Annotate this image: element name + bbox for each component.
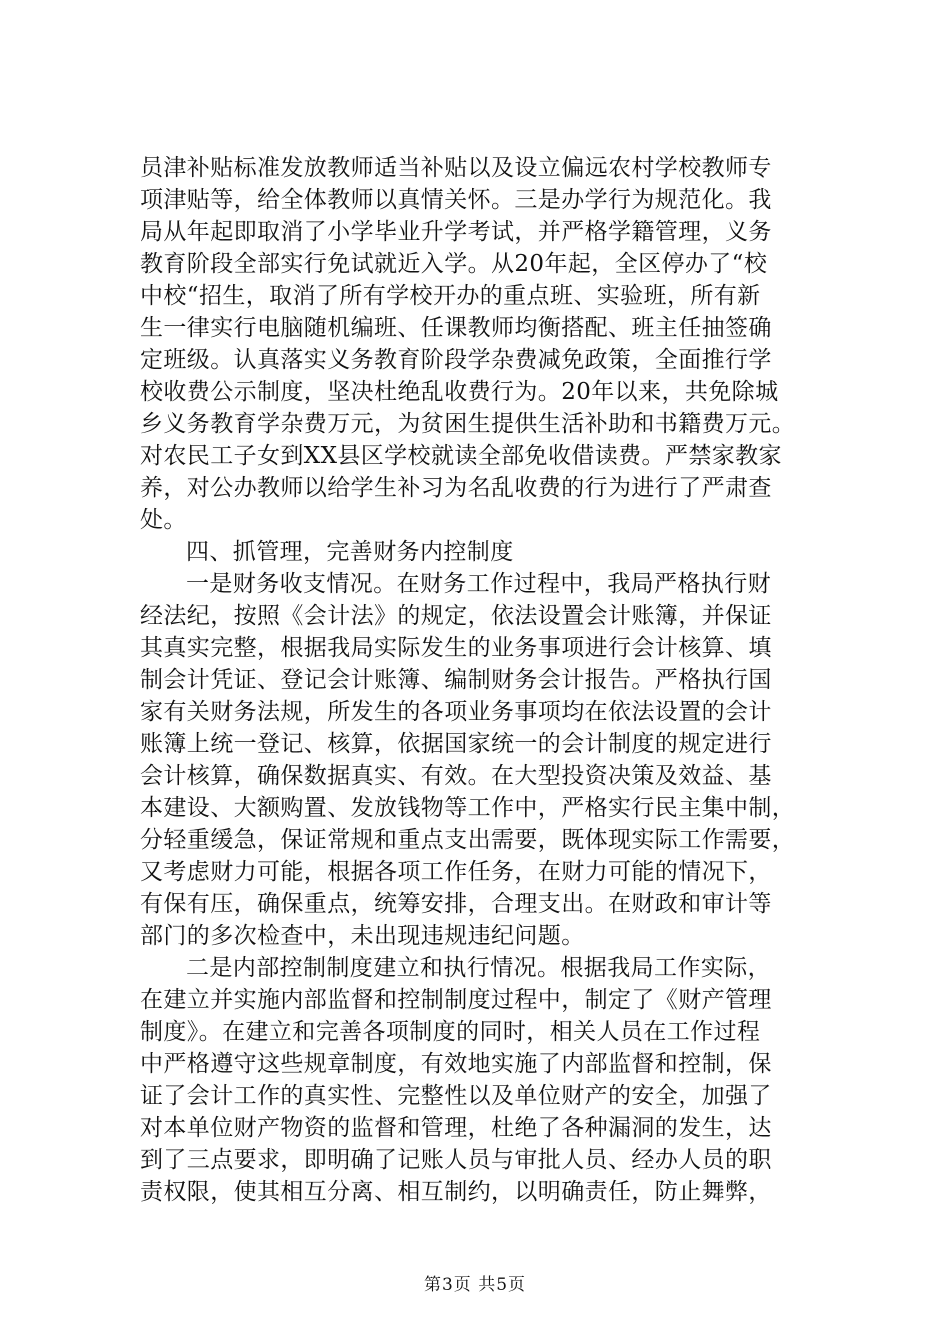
- body-line: 定班级。认真落实义务教育阶段学杂费减免政策，全面推行学: [140, 347, 772, 373]
- body-line: 本建设、大额购置、发放钱物等工作中，严格实行民主集中制，: [140, 795, 796, 821]
- body-line: 校收费公示制度，坚决杜绝乱收费行为。20年以来，共免除城: [140, 379, 779, 405]
- body-line: 项津贴等，给全体教师以真情关怀。三是办学行为规范化。我: [140, 187, 772, 213]
- body-line: 部门的多次检查中，未出现违规违纪问题。: [140, 923, 585, 949]
- body-line: 经法纪，按照《会计法》的规定，依法设置会计账簿，并保证: [140, 603, 772, 629]
- body-line: 乡义务教育学杂费万元，为贫困生提供生活补助和书籍费万元。: [140, 411, 796, 437]
- page-number: 第3页 共5页: [423, 1275, 527, 1295]
- body-line: 账簿上统一登记、核算，依据国家统一的会计制度的规定进行: [140, 731, 772, 757]
- body-line: 二是内部控制制度建立和执行情况。根据我局工作实际，: [186, 955, 771, 981]
- body-line: 又考虑财力可能，根据各项工作任务，在财力可能的情况下，: [140, 859, 772, 885]
- body-line: 中严格遵守这些规章制度，有效地实施了内部监督和控制，保: [140, 1051, 772, 1077]
- section-heading: 四、抓管理，完善财务内控制度: [186, 539, 514, 565]
- document-body: [140, 152, 860, 1208]
- body-line: 证了会计工作的真实性、完整性以及单位财产的安全，加强了: [140, 1083, 772, 1109]
- body-line: 到了三点要求，即明确了记账人员与审批人员、经办人员的职: [140, 1147, 772, 1173]
- body-line: 分轻重缓急，保证常规和重点支出需要，既体现实际工作需要，: [140, 827, 796, 853]
- body-line: 局从年起即取消了小学毕业升学考试，并严格学籍管理，义务: [140, 219, 772, 245]
- body-line: 会计核算，确保数据真实、有效。在大型投资决策及效益、基: [140, 763, 772, 789]
- body-line: 家有关财务法规，所发生的各项业务事项均在依法设置的会计: [140, 699, 772, 725]
- body-line: 处。: [140, 507, 187, 533]
- body-line: 生一律实行电脑随机编班、任课教师均衡搭配、班主任抽签确: [140, 315, 772, 341]
- body-line: 在建立并实施内部监督和控制制度过程中，制定了《财产管理: [140, 987, 772, 1013]
- body-line: 中校“招生，取消了所有学校开办的重点班、实验班，所有新: [140, 283, 761, 309]
- body-line: 教育阶段全部实行免试就近入学。从20年起，全区停办了“校: [140, 251, 768, 277]
- body-line: 对农民工子女到XX县区学校就读全部免收借读费。严禁家教家: [140, 443, 782, 469]
- body-line: 制会计凭证、登记会计账簿、编制财务会计报告。严格执行国: [140, 667, 772, 693]
- body-line: 责权限，使其相互分离、相互制约，以明确责任，防止舞弊，: [140, 1179, 772, 1205]
- body-line: 制度》。在建立和完善各项制度的同时，相关人员在工作过程: [140, 1019, 761, 1045]
- body-line: 对本单位财产物资的监督和管理，杜绝了各种漏洞的发生，达: [140, 1115, 772, 1141]
- body-line: 有保有压，确保重点，统筹安排，合理支出。在财政和审计等: [140, 891, 772, 917]
- body-line: 员津补贴标准发放教师适当补贴以及设立偏远农村学校教师专: [140, 155, 772, 181]
- body-line: 养，对公办教师以给学生补习为名乱收费的行为进行了严肃查: [140, 475, 772, 501]
- body-line: 其真实完整，根据我局实际发生的业务事项进行会计核算、填: [140, 635, 772, 661]
- body-line: 一是财务收支情况。在财务工作过程中，我局严格执行财: [186, 571, 771, 597]
